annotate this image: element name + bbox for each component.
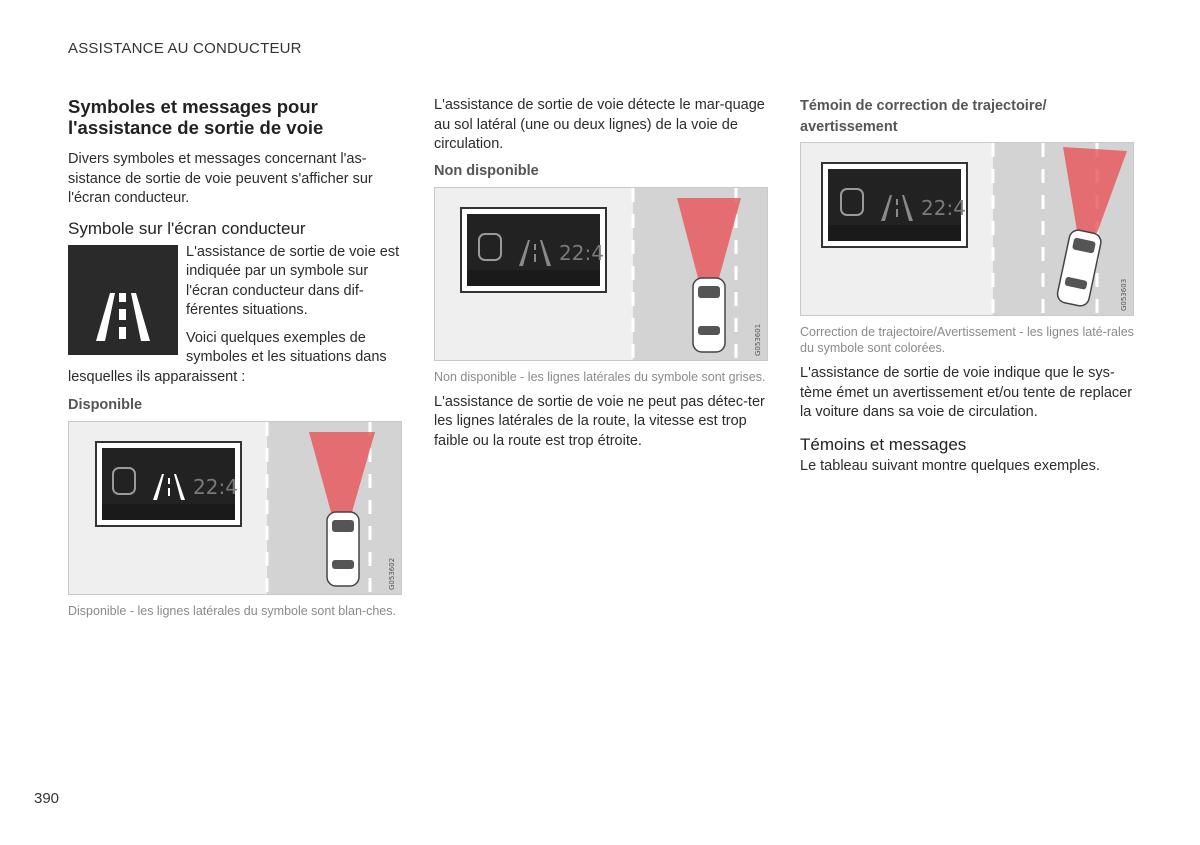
symbol-block [68, 243, 402, 388]
correction-caption: Correction de trajectoire/Avertissement - les lignes laté-rales du symbole sont colorées. [800, 325, 1134, 355]
svg-text:G053602: G053602 [388, 557, 396, 590]
disponible-caption: Disponible - les lignes latérales du symbole sont blan-ches. [68, 604, 396, 618]
page-number: 390 [34, 790, 60, 807]
svg-text:G053601: G053601 [754, 323, 762, 356]
section-title: Symboles et messages pour l'assistance de sortie de voie [68, 96, 324, 138]
running-header: ASSISTANCE AU CONDUCTEUR [68, 40, 302, 57]
figure-correction [800, 142, 1134, 316]
non-disponible-body: L'assistance de sortie de voie ne peut pas détec-ter les lignes latérales de la route, la vitesse est trop faible ou la route est trop étroite. [434, 393, 765, 449]
non-disponible-caption: Non disponible - les lignes latérales du symbole sont grises. [434, 369, 766, 384]
temoins-title: Témoins et messages [800, 434, 967, 454]
temoins-body: Le tableau suivant montre quelques exemples. [800, 457, 1100, 474]
svg-text:22:4: 22:4 [921, 196, 966, 220]
lead-paragraph: L'assistance de sortie de voie détecte le mar-quage au sol latéral (une ou deux lignes) de la voie de circulation. [434, 97, 765, 152]
figure-non-disponible [434, 187, 768, 361]
correction-body: L'assistance de sortie de voie indique que le sys-tème émet un avertissement et/ou tente de replacer la voiture dans sa voie de circulation. [800, 365, 1133, 420]
svg-text:22:4: 22:4 [193, 475, 238, 499]
non-disponible-heading: Non disponible [434, 162, 539, 179]
car-icon [693, 278, 725, 352]
svg-text:G053603: G053603 [1120, 278, 1128, 311]
column-middle [434, 96, 768, 451]
disponible-heading: Disponible [68, 397, 143, 413]
symbol-description: L'assistance de sortie de voie est indiquée par un symbole sur l'écran conducteur dans dif-férentes situations. [186, 243, 400, 318]
intro-paragraph: Divers symboles et messages concernant l'as-sistance de sortie de voie peuvent s'afficher sur l'écran conducteur. [68, 151, 373, 206]
svg-text:22:4: 22:4 [559, 240, 604, 265]
column-right [800, 96, 1134, 476]
lane-assist-symbol-icon [68, 245, 178, 355]
subsection-title: Symbole sur l'écran conducteur [68, 218, 306, 238]
examples-intro: Voici quelques exemples de symboles et les situations dans lesquelles ils apparaissent : [68, 329, 387, 385]
column-left [68, 96, 402, 619]
figure-disponible [68, 421, 402, 595]
car-icon [327, 512, 359, 586]
correction-heading: Témoin de correction de trajectoire/ avertissement [800, 98, 1047, 135]
